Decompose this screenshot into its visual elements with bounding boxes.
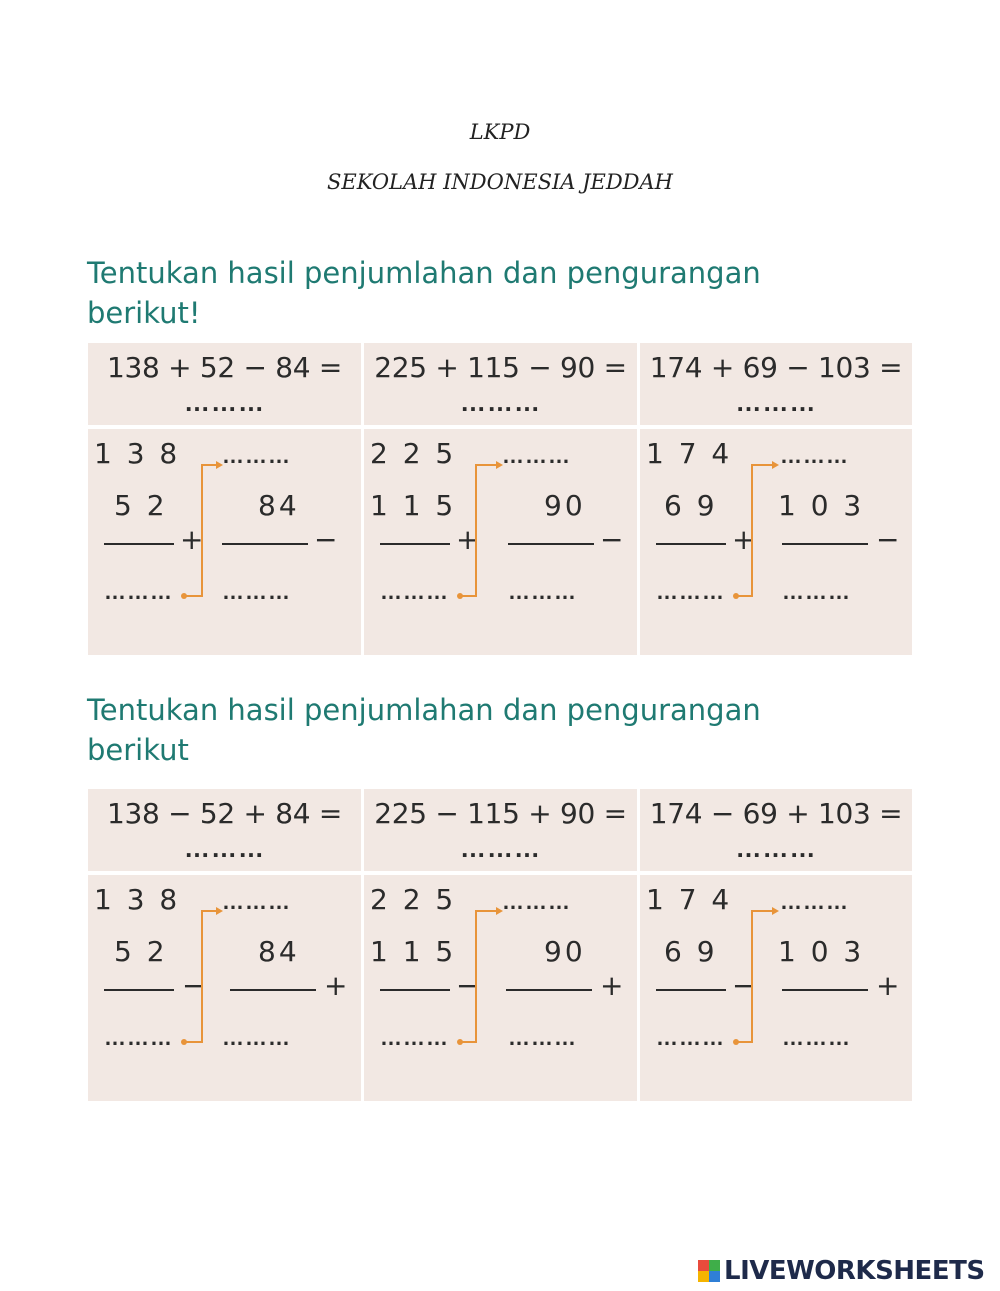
carry-arrow-icon	[364, 429, 637, 655]
equation-cell	[88, 343, 361, 425]
answer-blank[interactable]: ………	[460, 833, 541, 863]
operator-1: +	[732, 523, 756, 556]
working-cell	[640, 875, 912, 1101]
working-cell	[88, 875, 361, 1101]
second-number: 6 9	[664, 489, 718, 522]
logo-text: LIVEWORKSHEETS	[724, 1256, 985, 1286]
result-blank[interactable]: ………	[104, 579, 173, 604]
operator-1: +	[180, 523, 204, 556]
carry-arrow-icon	[640, 875, 912, 1101]
first-number: 1 7 4	[646, 437, 733, 470]
operator-1: −	[456, 969, 480, 1002]
operator-2: +	[600, 969, 624, 1002]
equation-cell	[640, 343, 912, 425]
answer-blank[interactable]: ………	[460, 387, 541, 417]
instruction-2-line2: berikut	[87, 733, 189, 767]
working-cell	[364, 875, 637, 1101]
equation: 138 + 52 − 84 =	[106, 351, 343, 384]
carry-arrow-icon	[88, 429, 361, 655]
intermediate-blank[interactable]: ………	[780, 443, 849, 468]
answer-blank[interactable]: ………	[735, 387, 817, 417]
carry-arrow-icon	[640, 429, 912, 655]
intermediate-blank[interactable]: ………	[780, 889, 849, 914]
intermediate-blank[interactable]: ………	[222, 889, 291, 914]
third-number: 90	[544, 935, 586, 968]
second-number: 5 2	[114, 489, 168, 522]
operator-2: −	[314, 523, 338, 556]
operator-1: −	[732, 969, 756, 1002]
equation: 225 − 115 + 90 =	[374, 797, 627, 830]
problem-grid-2	[88, 789, 912, 1101]
result-blank[interactable]: ………	[508, 1025, 577, 1050]
third-number: 1 0 3	[778, 935, 865, 968]
working-cell	[640, 429, 912, 655]
working-cell	[364, 429, 637, 655]
answer-blank[interactable]: ………	[184, 387, 265, 417]
result-blank[interactable]: ………	[104, 1025, 173, 1050]
second-number: 5 2	[114, 935, 168, 968]
second-number: 1 1 5	[370, 935, 457, 968]
result-blank[interactable]: ………	[656, 1025, 725, 1050]
equation: 174 − 69 + 103 =	[649, 797, 903, 830]
carry-arrow-icon	[88, 875, 361, 1101]
first-number: 1 7 4	[646, 883, 733, 916]
equation: 174 + 69 − 103 =	[649, 351, 903, 384]
carry-arrow-icon	[364, 875, 637, 1101]
intermediate-blank[interactable]: ………	[222, 443, 291, 468]
equation-cell	[364, 789, 637, 871]
operator-1: −	[182, 969, 206, 1002]
instruction-2	[87, 690, 907, 770]
logo-squares-icon	[698, 1260, 720, 1282]
result-blank[interactable]: ………	[656, 579, 725, 604]
first-number: 1 3 8	[94, 437, 181, 470]
worksheet-code: LKPD	[469, 120, 531, 144]
first-number: 2 2 5	[370, 883, 457, 916]
instruction-1-line2: berikut!	[87, 296, 201, 330]
result-blank[interactable]: ………	[508, 579, 577, 604]
third-number: 84	[258, 489, 300, 522]
second-number: 6 9	[664, 935, 718, 968]
third-number: 84	[258, 935, 300, 968]
equation-cell	[88, 789, 361, 871]
result-blank[interactable]: ………	[782, 1025, 851, 1050]
intermediate-blank[interactable]: ………	[502, 889, 571, 914]
equation-cell	[640, 789, 912, 871]
answer-blank[interactable]: ………	[735, 833, 817, 863]
instruction-2-line1: Tentukan hasil penjumlahan dan pengurangan	[87, 693, 761, 727]
school-name: SEKOLAH INDONESIA JEDDAH	[326, 170, 673, 194]
result-blank[interactable]: ………	[222, 579, 291, 604]
problem-grid-1	[88, 343, 912, 655]
result-blank[interactable]: ………	[380, 1025, 449, 1050]
first-number: 1 3 8	[94, 883, 181, 916]
second-number: 1 1 5	[370, 489, 457, 522]
operator-2: −	[600, 523, 624, 556]
third-number: 1 0 3	[778, 489, 865, 522]
result-blank[interactable]: ………	[782, 579, 851, 604]
working-cell	[88, 429, 361, 655]
operator-2: −	[876, 523, 900, 556]
intermediate-blank[interactable]: ………	[502, 443, 571, 468]
result-blank[interactable]: ………	[222, 1025, 291, 1050]
equation: 225 + 115 − 90 =	[374, 351, 627, 384]
answer-blank[interactable]: ………	[184, 833, 265, 863]
liveworksheets-logo	[698, 1256, 985, 1286]
operator-2: +	[324, 969, 348, 1002]
result-blank[interactable]: ………	[380, 579, 449, 604]
third-number: 90	[544, 489, 586, 522]
operator-1: +	[456, 523, 480, 556]
first-number: 2 2 5	[370, 437, 457, 470]
operator-2: +	[876, 969, 900, 1002]
instruction-1-line1: Tentukan hasil penjumlahan dan pengurangan	[87, 256, 761, 290]
equation-cell	[364, 343, 637, 425]
equation: 138 − 52 + 84 =	[106, 797, 343, 830]
instruction-1	[87, 253, 907, 333]
